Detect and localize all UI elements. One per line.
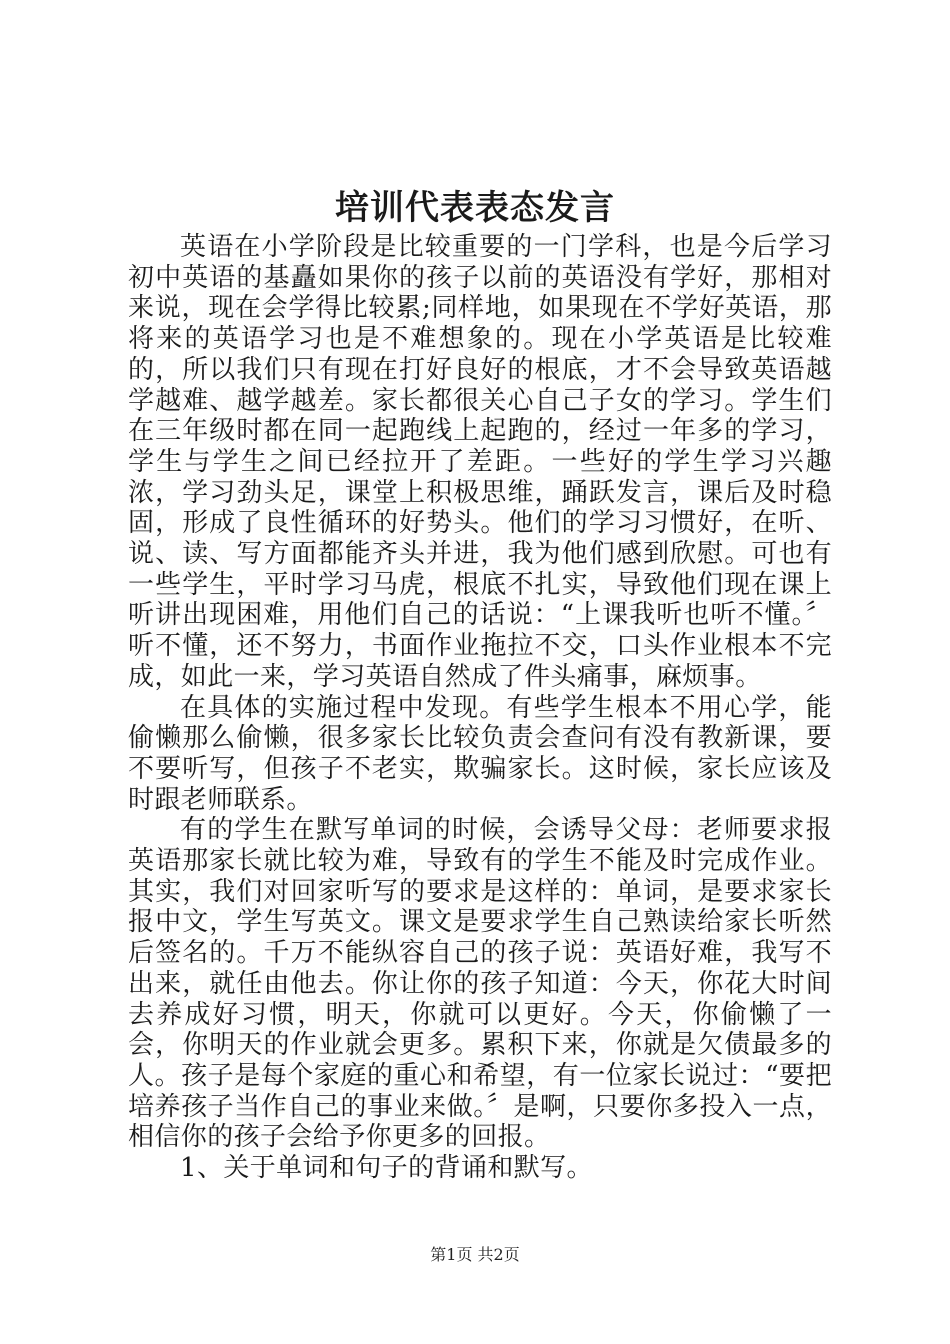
document-title: 培训代表表态发言 [335,188,615,228]
paragraph: 1、关于单词和句子的背诵和默写。 [180,1153,593,1184]
paragraph: 有的学生在默写单词的时候，会诱导父母：老师要求报英语那家长就比较为难，导致有的学生不能及时完成作业。其实，我们对回家听写的要求是这样的：单词，是要求家长报中文，学生写英文。课文是要求学生自己熟读给家长听然后签名的。千万不能纵容自己的孩子说：英语好难，我写不出来，就任由他去。你让你的孩子知道：今天，你花大时间去养成好习惯，明天，你就可以更好。今天，你偷懒了一会，你明天的作业就会更多。累积下来，你就是欠债最多的人。孩子是每个家庭的重心和希望，有一位家长说过：“要把培养孩子当作自己的事业来做。〞是啊，只要你多投入一点，相信你的孩子会给予你更多的回报。 [128,815,832,1153]
page-number-footer: 第1页 共2页 [430,1245,520,1264]
paragraph: 在具体的实施过程中发现。有些学生根本不用心学，能偷懒那么偷懒，很多家长比较负责会查问有没有教新课，要不要听写，但孩子不老实，欺骗家长。这时候，家长应该及时跟老师联系。 [128,692,832,815]
document-body [128,232,832,1184]
paragraph: 英语在小学阶段是比较重要的一门学科，也是今后学习初中英语的基矗如果你的孩子以前的英语没有学好，那相对来说，现在会学得比较累;同样地，如果现在不学好英语，那将来的英语学习也是不难想象的。现在小学英语是比较难的，所以我们只有现在打好良好的根底，才不会导致英语越学越难、越学越差。家长都很关心自己子女的学习。学生们在三年级时都在同一起跑线上起跑的，经过一年多的学习，学生与学生之间已经拉开了差距。一些好的学生学习兴趣浓，学习劲头足，课堂上积极思维，踊跃发言，课后及时稳固，形成了良性循环的好势头。他们的学习习惯好，在听、说、读、写方面都能齐头并进，我为他们感到欣慰。可也有一些学生，平时学习马虎，根底不扎实，导致他们现在课上听讲出现困难，用他们自己的话说：“上课我听也听不懂。〞听不懂，还不努力，书面作业拖拉不交，口头作业根本不完成，如此一来，学习英语自然成了件头痛事，麻烦事。 [128,232,832,692]
